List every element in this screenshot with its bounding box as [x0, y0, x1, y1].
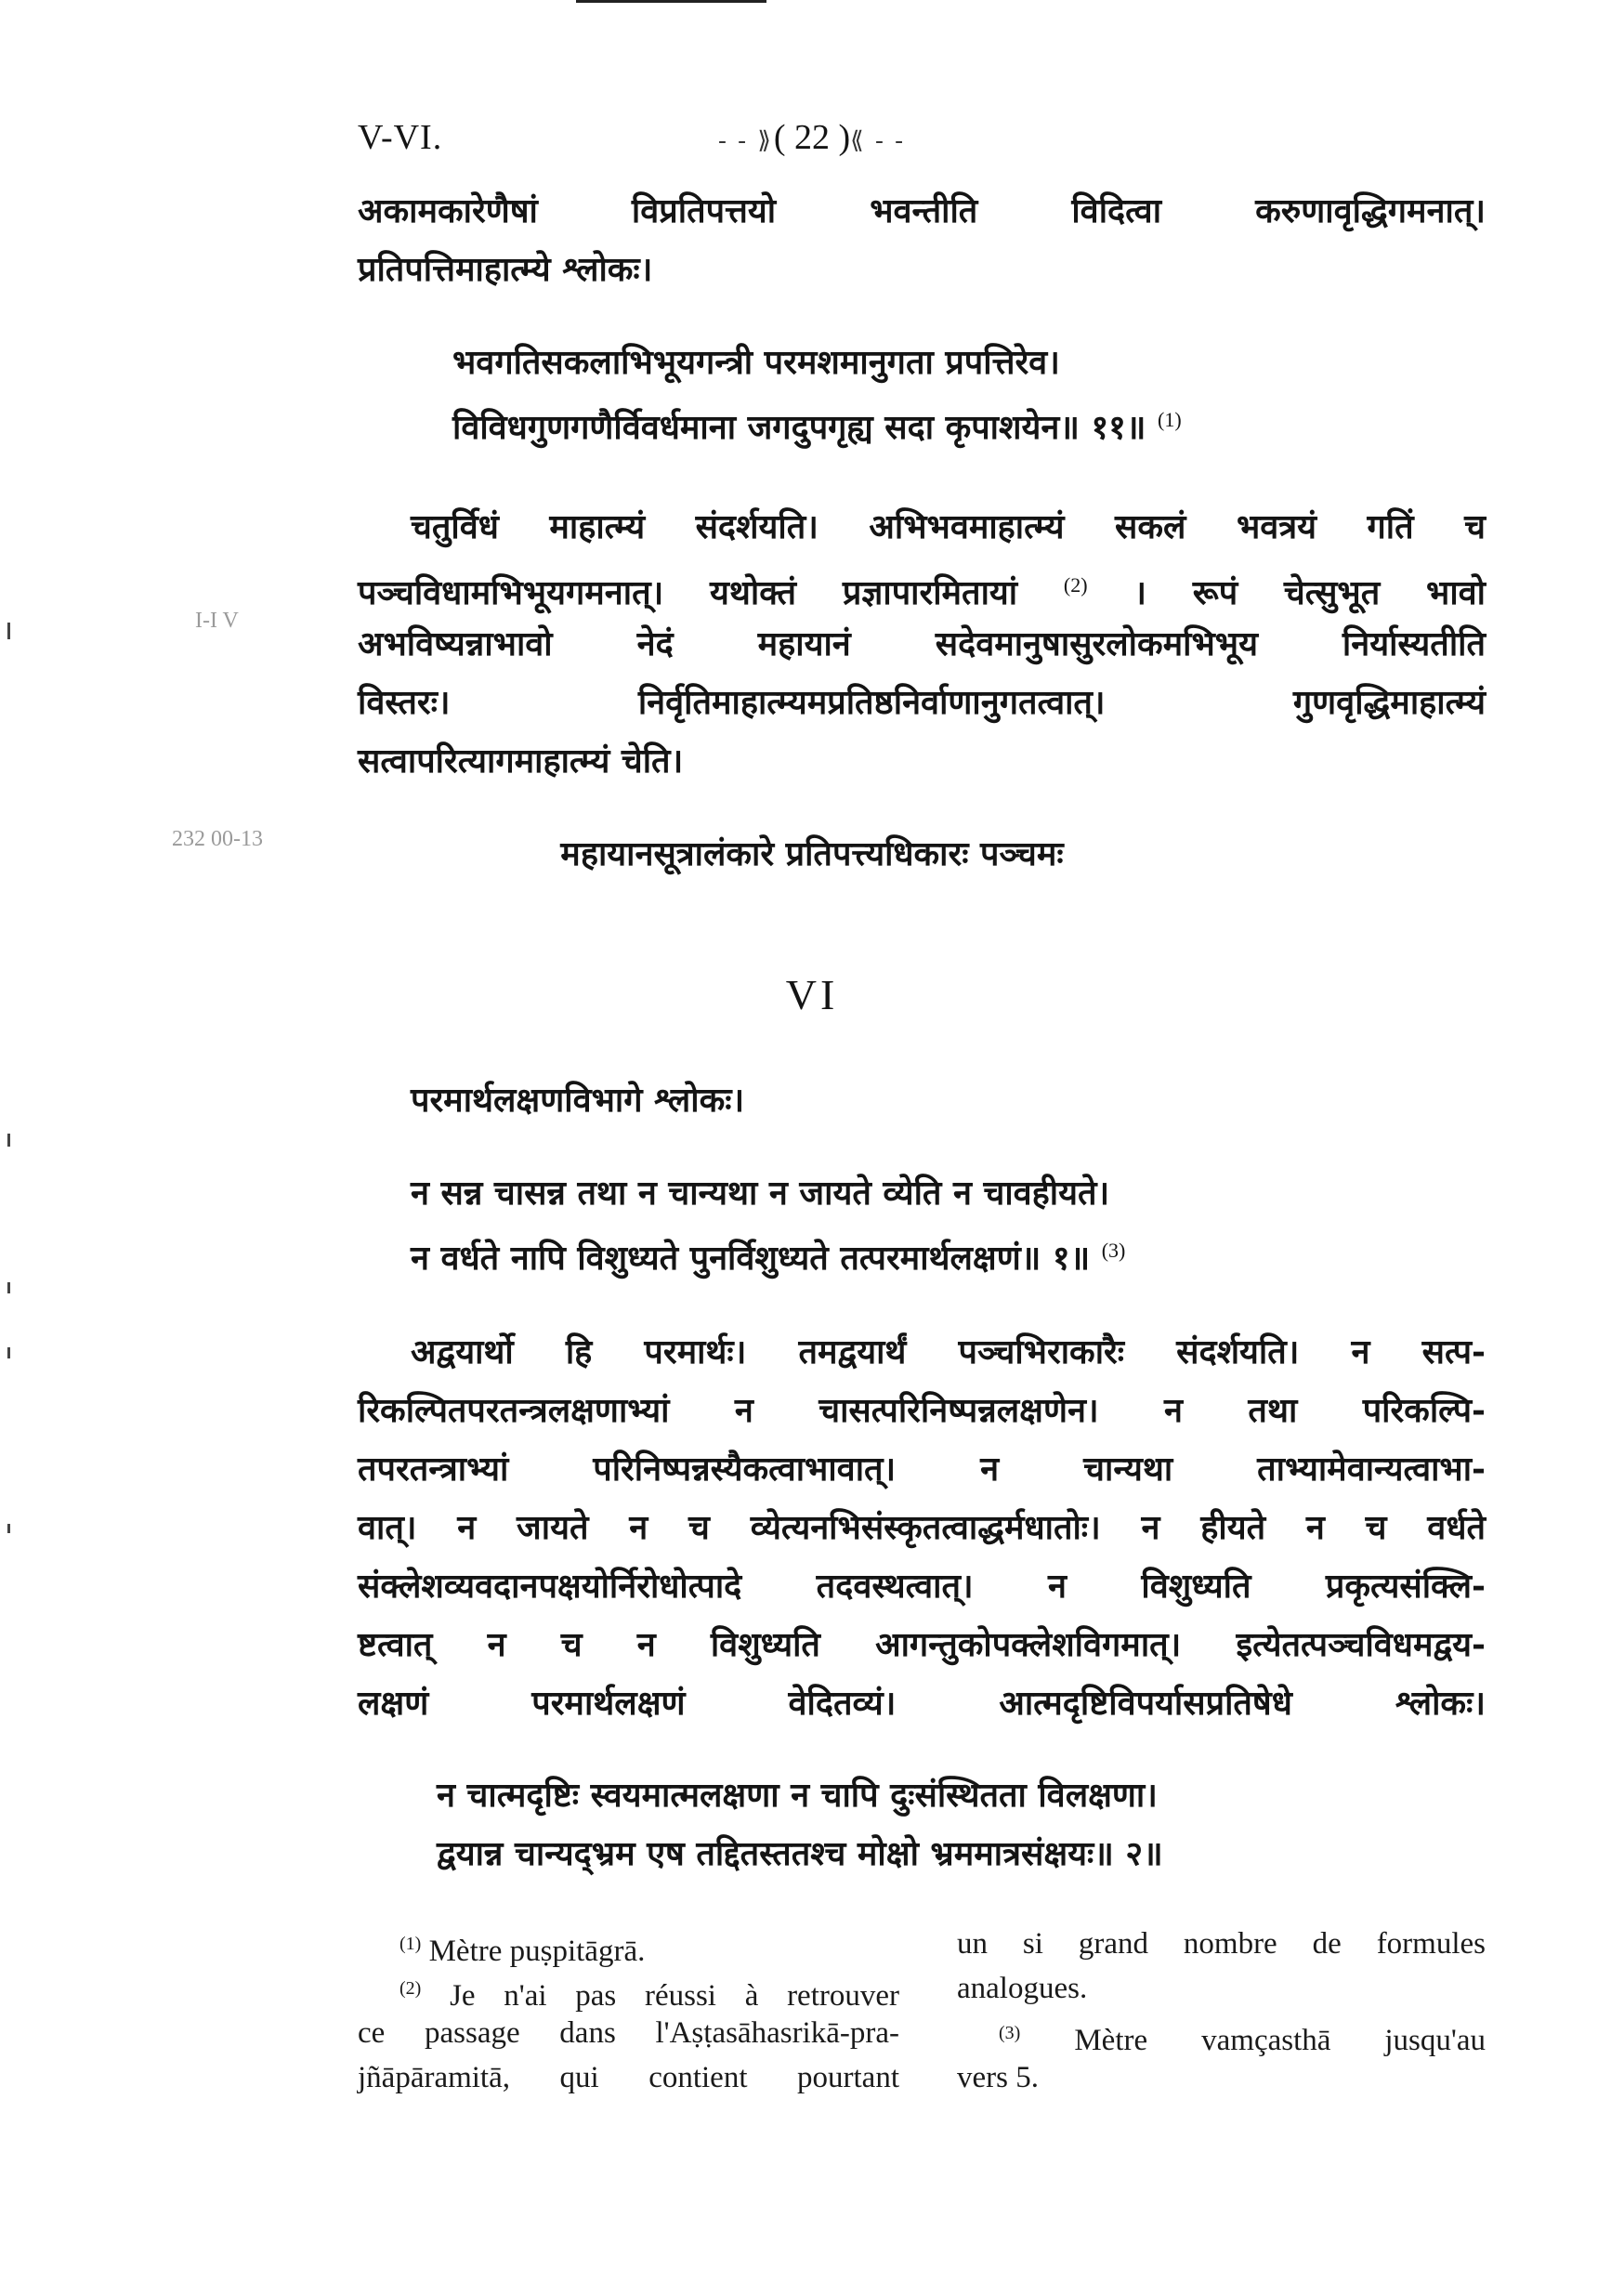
- footnote-text: ce passage dans l'Aṣṭasāhasrikā-pra-: [358, 2016, 899, 2050]
- commentary-line: वात्। न जायते न च व्येत्यनभिसंस्कृतत्वाद्धर्मधातोः। न हीयते न च वर्धते: [358, 1508, 1486, 1547]
- verse-line: न चात्मदृष्टिः स्वयमात्मलक्षणा न चापि दुःसंस्थितता विलक्षणा।: [437, 1776, 1158, 1815]
- commentary-line: लक्षणं परमार्थलक्षणं वेदितव्यं। आत्मदृष्टिविपर्यासप्रतिषेधे श्लोकः।: [358, 1684, 1486, 1723]
- scan-edge-mark: [7, 1282, 10, 1293]
- footnote-ref: (3): [1101, 1239, 1126, 1262]
- intro-line: अकामकारेणैषां विप्रतिपत्तयो भवन्तीति विदित्वा करुणावृद्धिगमनात्।: [358, 191, 1486, 230]
- footnote-ref: (2): [1063, 573, 1088, 597]
- verse-line: [411, 1230, 1125, 1279]
- footnote-ref: (1): [1158, 408, 1182, 431]
- commentary-line: [358, 565, 1486, 613]
- footnote-text: jñāpāramitā, qui contient pourtant: [358, 2061, 899, 2094]
- commentary-line: तपरतन्त्राभ्यां परिनिष्पन्नस्यैकत्वाभावात्। न चान्यथा ताभ्यामेवान्यत्वाभा-: [358, 1450, 1486, 1489]
- commentary-text: पञ्चविधामभिभूयगमनात्। यथोक्तं प्रज्ञापारमितायां: [358, 573, 1018, 612]
- intro-line: परमार्थलक्षणविभागे श्लोकः।: [411, 1081, 745, 1120]
- scan-edge-mark: [7, 623, 10, 639]
- scan-edge-mark: [7, 1524, 10, 1533]
- page-number: - - ⟫( 22 )⟪ - -: [718, 118, 906, 157]
- commentary-text: । रूपं चेत्सुभूत भावो: [1133, 573, 1486, 612]
- commentary-line: ष्टत्वात् न च न विशुध्यति आगन्तुकोपक्लेशविगमात्। इत्येतत्पञ्चविधमद्वय-: [358, 1625, 1486, 1664]
- commentary-line: विस्तरः। निर्वृतिमाहात्म्यमप्रतिष्ठनिर्वाणानुगतत्वात्। गुणवृद्धिमाहात्म्यं: [358, 683, 1486, 722]
- margin-note: 232 00-13: [172, 827, 263, 851]
- commentary-line: अभविष्यन्नाभावो नेदं महायानं सदेवमानुषासुरलोकमभिभूय निर्यास्यतीति: [358, 624, 1486, 663]
- footnote-marker: (2): [399, 1978, 422, 1999]
- commentary-line: चतुर्विधं माहात्म्यं संदर्शयति। अभिभवमाहात्म्यं सकलं भवत्रयं गतिं च: [411, 507, 1486, 546]
- commentary-line: सत्वापरित्यागमाहात्म्यं चेति।: [358, 741, 684, 781]
- footnote-text: un si grand nombre de formules: [957, 1927, 1486, 1961]
- verse-text: न वर्धते नापि विशुध्यते पुनर्विशुध्यते तत्परमार्थलक्षणं॥ १॥: [411, 1239, 1091, 1278]
- footnote-text: vers 5.: [957, 2061, 1039, 2094]
- scan-edge-mark: [7, 1134, 10, 1147]
- footnote-marker: (1): [399, 1934, 422, 1954]
- footnote-text: Mètre puṣpitāgrā.: [428, 1935, 646, 1968]
- commentary-line: अद्वयार्थो हि परमार्थः। तमद्वयार्थं पञ्चभिराकारैः संदर्शयति। न सत्प-: [411, 1332, 1486, 1371]
- footnote-3: [999, 2013, 1486, 2061]
- verse-line: द्वयान्न चान्यद्भ्रम एष तद्दितस्ततश्च मोक्षो भ्रममात्रसंक्षयः॥ २॥: [437, 1834, 1163, 1873]
- verse-line: न सन्न चासन्न तथा न चान्यथा न जायते व्येति न चावहीयते।: [411, 1174, 1110, 1213]
- commentary-line: संक्लेशव्यवदानपक्षयोर्निरोधोत्पादे तदवस्थत्वात्। न विशुध्यति प्रकृत्यसंक्लि-: [358, 1567, 1486, 1606]
- footnote-text: Je n'ai pas réussi à retrouver: [450, 1979, 900, 2013]
- scan-artifact-line: [576, 0, 766, 3]
- footnote-1: [399, 1923, 645, 1972]
- intro-line: प्रतिपत्तिमाहात्म्ये श्लोकः।: [358, 250, 653, 289]
- footnote-text: Mètre vamçasthā jusqu'au: [1074, 2024, 1486, 2057]
- footnote-text: analogues.: [957, 1972, 1088, 2005]
- chapter-colophon: महायानसूत्रालंकारे प्रतिपत्त्यधिकारः पञ्चमः: [560, 834, 1064, 873]
- running-head: V-VI.: [358, 118, 443, 157]
- verse-text: विविधगुणगणैर्विवर्धमाना जगदुपगृह्य सदा कृपाशयेन॥ ११॥: [452, 408, 1146, 447]
- verse-line: [452, 400, 1182, 448]
- footnote-2: [399, 1968, 899, 2016]
- page-number-text: ( 22 ): [773, 118, 851, 157]
- chapter-heading: VI: [785, 971, 839, 1018]
- verse-line: भवगतिसकलाभिभूयगन्त्री परमशमानुगता प्रपत्तिरेव।: [452, 343, 1060, 382]
- scan-edge-mark: [7, 1347, 10, 1358]
- margin-note: I-I V: [195, 609, 239, 633]
- commentary-line: रिकल्पितपरतन्त्रलक्षणाभ्यां न चासत्परिनिष्पन्नलक्षणेन। न तथा परिकल्पि-: [358, 1391, 1486, 1430]
- footnote-marker: (3): [999, 2023, 1021, 2043]
